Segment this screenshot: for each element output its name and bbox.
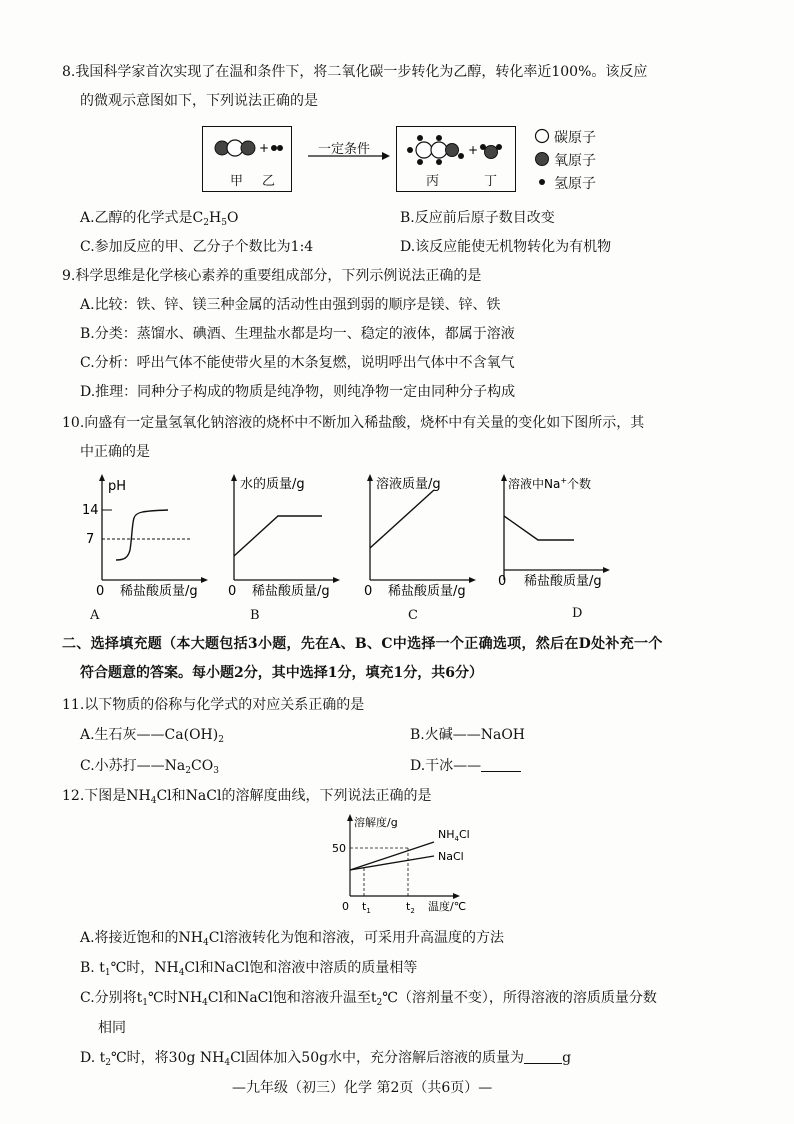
q8-stem-line2: 的微观示意图如下，下列说法正确的是	[80, 93, 318, 109]
graph-a-ylabel: pH	[108, 479, 127, 494]
atom-legend-symbols	[534, 128, 550, 194]
carbon-legend-icon	[536, 130, 549, 143]
graph-d-x-arrow	[603, 567, 610, 573]
ethanol-hydrogen-atom	[407, 147, 413, 153]
q12-option-c-line2: 相同	[98, 1020, 126, 1036]
graph-a-y-arrow	[99, 474, 105, 481]
page-footer: —九年级（初三）化学 第2页（共6页）—	[232, 1080, 493, 1096]
q12-option-c: C.分别将$t_1℃$时$NH_4Cl$和NaCl饱和溶液升温至$t_2℃$（溶剂量不变），所得溶液的溶质质量分数	[80, 990, 657, 1008]
water-oxygen-atom	[485, 146, 498, 159]
q9-stem: 9.科学思维是化学核心素养的重要组成部分，下列示例说法正确的是	[62, 268, 482, 284]
legend-carbon: 碳原子	[554, 130, 596, 146]
q8-option-c: C.参加反应的甲、乙分子个数比为1:4	[80, 239, 314, 255]
graph-d-xlabel: 稀盐酸质量/g	[524, 574, 602, 589]
graph-c-y-arrow	[367, 474, 373, 481]
plus-sign: +	[259, 141, 270, 155]
graph-d-line	[504, 516, 574, 540]
label-yi: 乙	[262, 174, 276, 189]
graph-c-line	[370, 490, 434, 548]
q9-option-d: D.推理：同种分子构成的物质是纯净物，则纯净物一定由同种分子构成	[80, 384, 516, 400]
q10-stem-line1: 10.向盛有一定量氢氧化钠溶液的烧杯中不断加入稀盐酸，烧杯中有关量的变化如下图所示，其	[62, 415, 645, 431]
graph-a-xlabel: 稀盐酸质量/g	[120, 584, 198, 599]
q9-option-c: C.分析：呼出气体不能使带火星的木条复燃，说明呼出气体中不含氧气	[80, 355, 515, 371]
graph-c-x-arrow	[469, 577, 476, 583]
legend-oxygen: 氧原子	[554, 153, 596, 169]
ethanol-oxygen-atom	[446, 144, 459, 157]
q11-answer-blank[interactable]	[481, 757, 521, 772]
solubility-origin: 0	[342, 900, 349, 913]
plus-sign: +	[468, 143, 479, 157]
graph-d-y-arrow	[501, 474, 507, 481]
label-bing: 丙	[426, 174, 440, 189]
solubility-x-arrow	[453, 893, 460, 899]
nacl-curve	[350, 856, 434, 870]
graph-b-xlabel: 稀盐酸质量/g	[252, 584, 330, 599]
q11-option-d: D.干冰——	[410, 756, 521, 776]
q8-stem-line1: 8.我国科学家首次实现了在温和条件下，将二氧化碳一步转化为乙醇，转化率近100%。该反应	[62, 64, 648, 80]
ethanol-hydrogen-atom	[417, 135, 423, 141]
product-molecules	[396, 126, 518, 170]
graph-b-y-arrow	[231, 474, 237, 481]
label-ding: 丁	[484, 174, 498, 189]
label-jia: 甲	[230, 174, 244, 189]
q12-option-d: D. $t_2℃$时，将30g $NH_4Cl$固体加入50g水中，充分溶解后溶液的质量为 g	[80, 1050, 572, 1068]
q10-graph-c	[356, 472, 506, 602]
nh4cl-label: $NH_4Cl$	[438, 828, 470, 843]
graph-a-letter: A	[90, 608, 100, 623]
q8-option-b: B.反应前后原子数目改变	[400, 210, 555, 226]
reactant-molecules	[202, 126, 294, 166]
q11-option-b: B.火碱——NaOH	[410, 727, 526, 743]
graph-a-tick-7: 7	[86, 532, 95, 547]
nh4cl-curve	[350, 842, 434, 870]
q9-option-b: B.分类：蒸馏水、碘酒、生理盐水都是均一、稳定的液体，都属于溶液	[80, 326, 515, 342]
co2-oxygen-atom	[241, 141, 255, 155]
h2-hydrogen-atom	[271, 145, 277, 151]
water-hydrogen-atom	[480, 144, 486, 150]
legend-hydrogen: 氢原子	[554, 176, 596, 192]
h2-hydrogen-atom	[277, 145, 283, 151]
graph-a-ph-curve	[116, 510, 168, 560]
graph-d-origin: 0	[498, 574, 507, 589]
reaction-condition: 一定条件	[318, 142, 371, 157]
graph-a-tick-14: 14	[82, 503, 99, 518]
section2-heading-line1: 二、选择填充题（本大题包括3小题，先在A、B、C中选择一个正确选项，然后在D处补充一个	[62, 636, 663, 652]
graph-a-x-arrow	[201, 577, 208, 583]
solubility-xlabel: 温度/℃	[428, 900, 467, 913]
ethanol-hydrogen-atom	[436, 159, 442, 165]
q10-graph-b	[220, 472, 373, 602]
ethanol-hydrogen-atom	[417, 159, 423, 165]
solubility-tick-50-label: 50	[332, 842, 346, 855]
q12-solubility-graph	[330, 812, 480, 918]
q11-option-c: C.小苏打$——Na_2CO_3$	[80, 758, 219, 776]
solubility-ylabel: 溶解度/g	[354, 816, 398, 829]
q12-option-a: A.将接近饱和的$NH_4Cl$溶液转化为饱和溶液，可采用升高温度的方法	[80, 930, 504, 948]
ethanol-hydrogen-atom	[436, 135, 442, 141]
q11-stem: 11.以下物质的俗称与化学式的对应关系正确的是	[62, 697, 365, 713]
q10-graph-a	[72, 472, 222, 602]
nacl-label: NaCl	[438, 850, 464, 863]
graph-b-ylabel: 水的质量/g	[240, 477, 305, 492]
q12-answer-blank[interactable]	[524, 1049, 562, 1064]
oxygen-legend-icon	[536, 153, 549, 166]
q12-stem: 12.下图是$NH_4Cl$和NaCl的溶解度曲线，下列说法正确的是	[62, 788, 432, 806]
reaction-arrow	[306, 150, 392, 162]
hydrogen-legend-icon	[539, 179, 545, 185]
solubility-y-arrow	[347, 814, 353, 821]
solubility-t2-label: $t_2$	[406, 900, 415, 915]
graph-c-ylabel: 溶液质量/g	[376, 477, 441, 492]
ethanol-carbon-atom	[416, 142, 432, 158]
section2-heading-line2: 符合题意的答案。每小题2分，其中选择1分，填充1分，共6分）	[80, 665, 483, 681]
graph-d-ylabel: 溶液中Na+个数	[508, 476, 592, 491]
ethanol-carbon-atom	[431, 142, 447, 158]
q11-option-a: A.生石灰$——Ca(OH)_2$	[80, 727, 224, 745]
graph-c-letter: C	[408, 608, 418, 623]
q9-option-a: A.比较：铁、锌、镁三种金属的活动性由强到弱的顺序是镁、锌、铁	[80, 297, 501, 313]
q10-stem-line2: 中正确的是	[80, 444, 150, 460]
graph-c-origin: 0	[364, 584, 373, 599]
graph-b-letter: B	[250, 608, 260, 623]
graph-b-line	[234, 516, 322, 556]
graph-a-origin: 0	[96, 584, 105, 599]
graph-b-x-arrow	[333, 577, 340, 583]
ethanol-hydrogen-atom	[458, 153, 464, 159]
water-hydrogen-atom	[496, 144, 502, 150]
q12-option-b: B. $t_1℃$时，$NH_4Cl$和NaCl饱和溶液中溶质的质量相等	[80, 960, 418, 978]
q8-option-d: D.该反应能使无机物转化为有机物	[400, 239, 612, 255]
q8-option-a: A.乙醇的化学式是$C_2H_5O$	[80, 210, 239, 228]
solubility-t1-label: $t_1$	[362, 900, 371, 915]
graph-b-origin: 0	[228, 584, 237, 599]
graph-c-xlabel: 稀盐酸质量/g	[388, 584, 466, 599]
graph-d-letter: D	[572, 606, 583, 621]
q10-graph-d	[490, 472, 640, 602]
